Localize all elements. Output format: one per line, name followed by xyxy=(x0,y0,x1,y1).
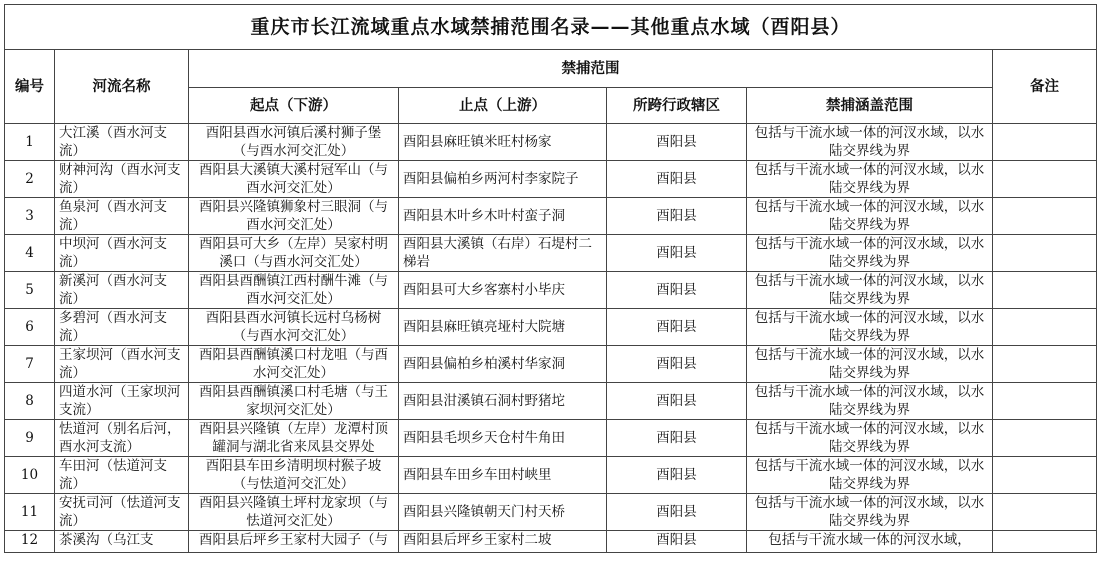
cell-no: 1 xyxy=(5,124,55,161)
cell-start-point: 酉阳县兴隆镇狮象村三眼洞（与酉水河交汇处） xyxy=(189,198,399,235)
cell-start-point: 酉阳县酉酬镇江西村酬牛滩（与酉水河交汇处） xyxy=(189,272,399,309)
cell-ban-scope: 包括与干流水域一体的河汊水域，以水陆交界线为界 xyxy=(747,420,993,457)
cell-start-point: 酉阳县酉酬镇溪口村龙咀（与酉水河交汇处） xyxy=(189,346,399,383)
cell-note xyxy=(993,457,1097,494)
cell-start-point: 酉阳县酉酬镇溪口村毛塘（与王家坝河交汇处） xyxy=(189,383,399,420)
header-end-point: 止点（上游） xyxy=(399,88,607,124)
cell-note xyxy=(993,198,1097,235)
table-row xyxy=(5,494,1097,531)
table-row xyxy=(5,346,1097,383)
table-row xyxy=(5,272,1097,309)
cell-river-name: 财神河沟（酉水河支流） xyxy=(55,161,189,198)
cell-note xyxy=(993,309,1097,346)
cell-ban-scope: 包括与干流水域一体的河汊水域，以水陆交界线为界 xyxy=(747,457,993,494)
cell-start-point: 酉阳县大溪镇大溪村冠军山（与酉水河交汇处） xyxy=(189,161,399,198)
header-ban-scope: 禁捕涵盖范围 xyxy=(747,88,993,124)
cell-start-point: 酉阳县后坪乡王家村大园子（与 xyxy=(189,531,399,553)
cell-no: 11 xyxy=(5,494,55,531)
cell-note xyxy=(993,346,1097,383)
cell-start-point: 酉阳县可大乡（左岸）吴家村明溪口（与酉水河交汇处） xyxy=(189,235,399,272)
cell-note xyxy=(993,161,1097,198)
cell-no: 4 xyxy=(5,235,55,272)
cell-no: 7 xyxy=(5,346,55,383)
cell-start-point: 酉阳县酉水河镇后溪村狮子堡（与酉水河交汇处） xyxy=(189,124,399,161)
cell-end-point: 酉阳县毛坝乡天仓村牛角田 xyxy=(399,420,607,457)
cell-end-point: 酉阳县麻旺镇亮垭村大院塘 xyxy=(399,309,607,346)
cell-no: 9 xyxy=(5,420,55,457)
cell-no: 10 xyxy=(5,457,55,494)
cell-no: 3 xyxy=(5,198,55,235)
cell-ban-scope: 包括与干流水域一体的河汊水域，以水陆交界线为界 xyxy=(747,383,993,420)
cell-end-point: 酉阳县大溪镇（右岸）石堤村二梯岩 xyxy=(399,235,607,272)
cell-note xyxy=(993,420,1097,457)
cell-no: 8 xyxy=(5,383,55,420)
cell-river-name: 安抚司河（怯道河支流） xyxy=(55,494,189,531)
cell-end-point: 酉阳县麻旺镇米旺村杨家 xyxy=(399,124,607,161)
cell-ban-scope: 包括与干流水域一体的河汊水域，以水陆交界线为界 xyxy=(747,124,993,161)
cell-no: 5 xyxy=(5,272,55,309)
cell-note xyxy=(993,531,1097,553)
cell-admin-region: 酉阳县 xyxy=(607,235,747,272)
cell-no: 12 xyxy=(5,531,55,553)
cell-end-point: 酉阳县偏柏乡柏溪村华家洞 xyxy=(399,346,607,383)
fishing-ban-table xyxy=(4,4,1097,553)
cell-note xyxy=(993,494,1097,531)
cell-ban-scope: 包括与干流水域一体的河汊水域，以水陆交界线为界 xyxy=(747,272,993,309)
cell-note xyxy=(993,124,1097,161)
table-row xyxy=(5,198,1097,235)
header-note: 备注 xyxy=(993,50,1097,124)
cell-admin-region: 酉阳县 xyxy=(607,383,747,420)
cell-end-point: 酉阳县兴隆镇朝天门村天桥 xyxy=(399,494,607,531)
header-ban-range: 禁捕范围 xyxy=(189,50,993,88)
table-row xyxy=(5,124,1097,161)
cell-ban-scope: 包括与干流水域一体的河汊水域，以水陆交界线为界 xyxy=(747,198,993,235)
cell-admin-region: 酉阳县 xyxy=(607,198,747,235)
cell-note xyxy=(993,272,1097,309)
cell-start-point: 酉阳县兴隆镇土坪村龙家坝（与怯道河交汇处） xyxy=(189,494,399,531)
cell-river-name: 多碧河（酉水河支流） xyxy=(55,309,189,346)
cell-ban-scope: 包括与干流水域一体的河汊水域，以水陆交界线为界 xyxy=(747,494,993,531)
cell-start-point: 酉阳县酉水河镇长远村乌杨树（与酉水河交汇处） xyxy=(189,309,399,346)
cell-start-point: 酉阳县车田乡清明坝村猴子坡（与怯道河交汇处） xyxy=(189,457,399,494)
cell-no: 6 xyxy=(5,309,55,346)
cell-note xyxy=(993,383,1097,420)
table-row xyxy=(5,235,1097,272)
table-row xyxy=(5,309,1097,346)
cell-end-point: 酉阳县泔溪镇石洞村野猪坨 xyxy=(399,383,607,420)
cell-ban-scope: 包括与干流水域一体的河汊水域，以水陆交界线为界 xyxy=(747,309,993,346)
cell-admin-region: 酉阳县 xyxy=(607,346,747,383)
cell-no: 2 xyxy=(5,161,55,198)
cell-river-name: 茶溪沟（乌江支 xyxy=(55,531,189,553)
header-no: 编号 xyxy=(5,50,55,124)
cell-end-point: 酉阳县可大乡客寨村小毕庆 xyxy=(399,272,607,309)
cell-admin-region: 酉阳县 xyxy=(607,161,747,198)
cell-river-name: 中坝河（酉水河支流） xyxy=(55,235,189,272)
cell-river-name: 王家坝河（酉水河支流） xyxy=(55,346,189,383)
header-start-point: 起点（下游） xyxy=(189,88,399,124)
cell-start-point: 酉阳县兴隆镇（左岸）龙潭村顶罐洞与湖北省来凤县交界处 xyxy=(189,420,399,457)
cell-river-name: 大江溪（酉水河支流） xyxy=(55,124,189,161)
cell-river-name: 怯道河（别名后河，酉水河支流） xyxy=(55,420,189,457)
table-row xyxy=(5,420,1097,457)
cell-end-point: 酉阳县后坪乡王家村二坡 xyxy=(399,531,607,553)
cell-admin-region: 酉阳县 xyxy=(607,494,747,531)
header-admin-region: 所跨行政辖区 xyxy=(607,88,747,124)
cell-admin-region: 酉阳县 xyxy=(607,531,747,553)
directory-sheet xyxy=(4,4,1096,553)
cell-ban-scope: 包括与干流水域一体的河汊水域，以水陆交界线为界 xyxy=(747,235,993,272)
cell-end-point: 酉阳县车田乡车田村峡里 xyxy=(399,457,607,494)
cell-admin-region: 酉阳县 xyxy=(607,457,747,494)
cell-end-point: 酉阳县木叶乡木叶村蛮子洞 xyxy=(399,198,607,235)
cell-admin-region: 酉阳县 xyxy=(607,124,747,161)
cell-river-name: 车田河（怯道河支流） xyxy=(55,457,189,494)
cell-admin-region: 酉阳县 xyxy=(607,272,747,309)
table-row xyxy=(5,383,1097,420)
cell-note xyxy=(993,235,1097,272)
table-row xyxy=(5,161,1097,198)
header-river-name: 河流名称 xyxy=(55,50,189,124)
cell-river-name: 鱼泉河（酉水河支流） xyxy=(55,198,189,235)
table-row xyxy=(5,531,1097,553)
cell-river-name: 四道水河（王家坝河支流） xyxy=(55,383,189,420)
cell-ban-scope: 包括与干流水域一体的河汊水域，以水陆交界线为界 xyxy=(747,161,993,198)
cell-ban-scope: 包括与干流水域一体的河汊水域， xyxy=(747,531,993,553)
cell-river-name: 新溪河（酉水河支流） xyxy=(55,272,189,309)
cell-end-point: 酉阳县偏柏乡两河村李家院子 xyxy=(399,161,607,198)
cell-ban-scope: 包括与干流水域一体的河汊水域，以水陆交界线为界 xyxy=(747,346,993,383)
cell-admin-region: 酉阳县 xyxy=(607,420,747,457)
table-row xyxy=(5,457,1097,494)
table-title: 重庆市长江流域重点水域禁捕范围名录——其他重点水域（酉阳县） xyxy=(5,5,1097,50)
cell-admin-region: 酉阳县 xyxy=(607,309,747,346)
